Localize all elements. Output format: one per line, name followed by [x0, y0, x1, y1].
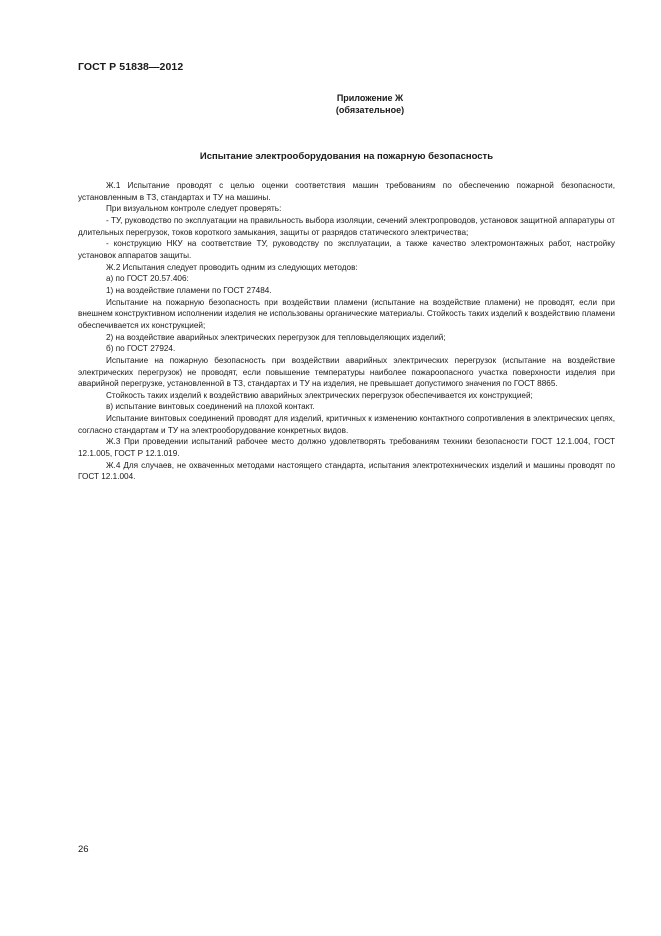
appendix-status: (обязательное) [335, 104, 405, 115]
paragraph: Ж.4 Для случаев, не охваченных методами настоящего стандарта, испытания электротехнических изделий и машины проводят по ГОСТ 12.1.004. [78, 460, 615, 482]
paragraph: Испытание винтовых соединений проводят для изделий, критичных к изменению контактного сопротивления в электрических цепях, согласно стандартам и ТУ на электрооборудование конкретных видов. [78, 414, 615, 435]
body-text [78, 180, 615, 483]
paragraph: Стойкость таких изделий к воздействию аварийных электрических перегрузок обеспечивается их конструкцией; [106, 390, 533, 400]
paragraph: а) по ГОСТ 20.57.406: [106, 274, 189, 284]
paragraph: Ж.2 Испытания следует проводить одним из следующих методов: [106, 262, 358, 272]
paragraph: - ТУ, руководство по эксплуатации на правильность выбора изоляции, сечений электропроводов, установок защитной аппаратуры от длительных перегрузок, токов короткого замыкания, защиты от разрядов статического электричества; [78, 215, 615, 237]
paragraph: б) по ГОСТ 27924. [106, 344, 176, 354]
paragraph: Ж.3 При проведении испытаний рабочее место должно удовлетворять требованиям техники безопасности ГОСТ 12.1.004, ГОСТ 12.1.005, ГОСТ Р 12.1.019. [78, 437, 615, 459]
paragraph: Испытание на пожарную безопасность при воздействии пламени (испытание на воздействие пламени) не проводят, если при внешнем конструктивном исполнении изделия не использованы органические материалы. Стойкость таких изделий к воздействию пламени обеспечивается их конструкцией; [78, 297, 615, 330]
paragraph: 2) на воздействие аварийных электрических перегрузок для тепловыделяющих изделий; [106, 332, 446, 342]
paragraph: - конструкцию НКУ на соответствие ТУ, руководству по эксплуатации, а также качество электромонтажных работ, настройку установок аппаратов защиты. [78, 239, 615, 260]
appendix-heading [290, 93, 450, 116]
appendix-title: Приложение Ж [336, 93, 404, 103]
document-code: ГОСТ Р 51838—2012 [78, 61, 184, 73]
paragraph: Испытание на пожарную безопасность при воздействии аварийных электрических перегрузок (испытание на воздействие электрических перегрузок) не проводят, если повышение температуры наиболее пожароопасного участка поверхности изделия при аварийной перегрузке, установленной в ТЗ, стандартах и ТУ на изделия, не превышает допустимого значения по ГОСТ 8865. [78, 355, 615, 389]
paragraph: Ж.1 Испытание проводят с целью оценки соответствия машин требованиям по обеспечению пожарной безопасности, установленным в ТЗ, стандартах и ТУ на машины. [78, 181, 615, 202]
paragraph: в) испытание винтовых соединений на плохой контакт. [106, 402, 315, 412]
page-number: 26 [78, 844, 89, 855]
paragraph: При визуальном контроле следует проверять: [106, 204, 282, 214]
section-title: Испытание электрооборудования на пожарную безопасность [199, 151, 494, 162]
paragraph: 1) на воздействие пламени по ГОСТ 27484. [106, 285, 272, 295]
